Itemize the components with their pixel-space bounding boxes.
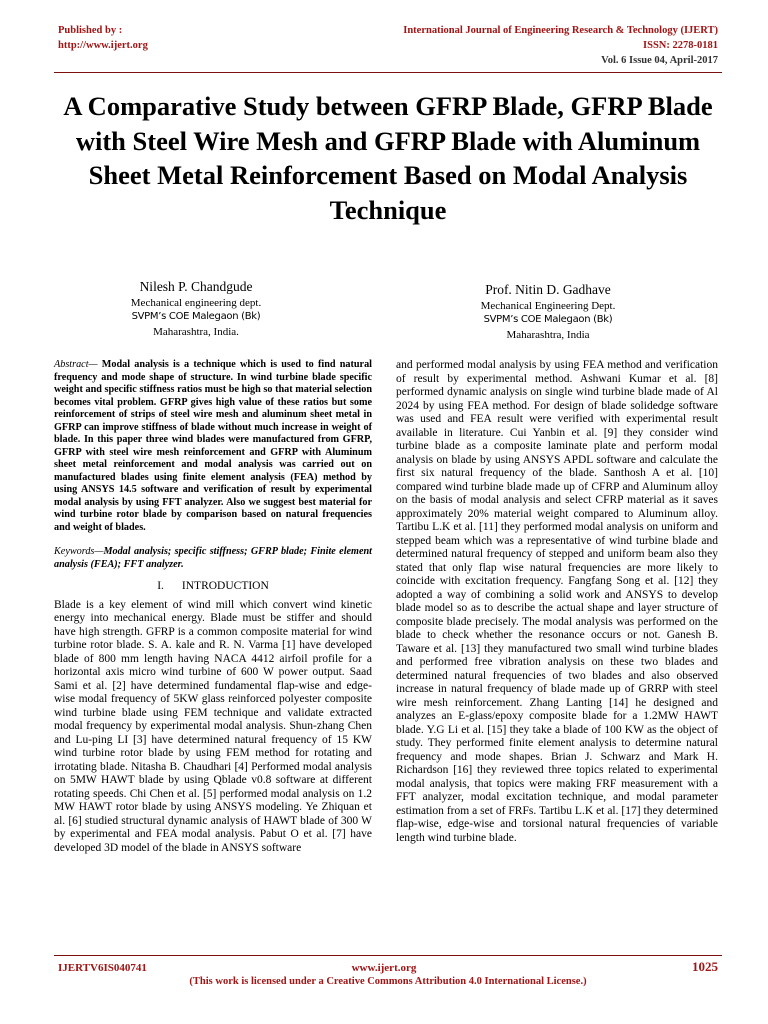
author-dept: Mechanical Engineering Dept. xyxy=(480,300,616,312)
header-left xyxy=(58,23,148,53)
author-block-1 xyxy=(66,278,326,339)
keywords xyxy=(54,546,372,571)
keywords-label: Keywords— xyxy=(54,546,104,557)
intro-paragraph-right: and performed modal analysis by using FEA method and verification of result by experimental method. Ashwani Kumar et al. [8] performed dynamic analysis on single wind turbine blade made of Al 2024 by using FEA method. For design of blade solidedge software was used and FEA result were verified with experimental result available in literature. Cui Yanbin et al. [9] they consider wind turbine blade as a composite laminate plate and perform modal analysis on blade by using ANSYS APDL software and calculate the first six natural frequency of the blade. Santhosh A et al. [10] compared wind turbine blade made up of CFRP and Aluminum alloy on the basis of modal analysis and select CFRP material as it saves approximately 20% material weight compared to Aluminum alloy. Tartibu L.K et al. [11] they performed modal analysis on uniform and stepped beam which was a representative of wind turbine blade and determined natural frequency of stepped and uniform beam also they stated that only flap wise natural frequencies are more likely to coincide with excitation frequency. Fangfang Song et al. [12] they adopted a way of combining a solid work and ANSYS to develop blade model so as to describe the actual shape and layer structure of composite blade precisely. The modal analysis was performed on the blade to check whether the resonance occurs or not. Ganesh B. Taware et al. [13] they manufactured two small wind turbine blades and performed free vibration analysis on these two blades and determined natural frequencies of two blades and also observed increase in natural frequency of blade made up of GRRP with steel wire mesh reinforcement. Zhang Lanting [14] he designed and analyzes an E-glass/epoxy composite blade for a 1.2MW HAWT blade. Y.G Li et al. [15] they take a blade of 100 KW as the object of study. They performed finite element analysis to determine natural frequency and mode shapes. Brian J. Schwarz and Mark H. Richardson [16] they reviewed three topics related to experimental modal analysis, that topics were making FRF measurement with a FFT analyzer, modal excitation technique, and modal parameter estimation from a set of FRFs. Tartibu L.K et al. [17] they determined flap-wise, edge-wise and torsional natural frequencies of variable length wind turbine blade. xyxy=(396,359,718,844)
footer-license: (This work is licensed under a Creative Commons Attribution 4.0 International License.) xyxy=(189,976,587,987)
author-institute: SVPM’s COE Malegaon (Bk) xyxy=(483,314,613,326)
footer-paper-id: IJERTV6IS040741 xyxy=(58,962,147,974)
footer-divider xyxy=(54,955,722,956)
author-block-2 xyxy=(418,281,678,342)
author-location: Maharashtra, India. xyxy=(153,325,239,338)
journal-volume: Vol. 6 Issue 04, April-2017 xyxy=(601,55,718,66)
publisher-label: Published by : xyxy=(58,25,123,36)
section-number: I. xyxy=(157,580,164,592)
abstract xyxy=(54,359,372,534)
author-name: Nilesh P. Chandgude xyxy=(139,279,253,294)
paper-title: A Comparative Study between GFRP Blade, GFRP Blade with Steel Wire Mesh and GFRP Blade with Aluminum Sheet Metal Reinforcement Based on Modal Analysis Technique xyxy=(63,91,713,225)
abstract-text: Modal analysis is a technique which is used to find natural frequency and mode shape of structure. In wind turbine blade specific weight and specific stiffness ratios must be high so that material selection becomes vital problem. GFRP gives high value of these ratios but some reinforcement of strips of steel wire mesh and aluminum sheet metal in GFRP can improve stiffness of blade without much increase in weight of blade. In this paper three wind blades were manufactured from GFRP, GFRP with steel wire mesh reinforcement and GFRP with Aluminum sheet metal reinforcement and modal analysis was carried out on manufactured blades using finite element analysis (FEA) method by using ANSYS 14.5 software and verification of result by experimental modal analysis by using FFT analyzer. Also we suggest best material for wind turbine rotor blade by comparison based on natural frequencies and weight of blades. xyxy=(54,359,372,533)
left-column xyxy=(54,359,372,855)
author-location: Maharashtra, India xyxy=(506,328,590,341)
journal-issn: ISSN: 2278-0181 xyxy=(643,40,718,51)
keywords-text: Modal analysis; specific stiffness; GFRP blade; Finite element analysis (FEA); FFT analyzer. xyxy=(54,546,372,570)
author-institute: SVPM’s COE Malegaon (Bk) xyxy=(131,311,261,323)
header-right xyxy=(403,23,718,68)
footer-website-link[interactable]: www.ijert.org xyxy=(351,962,417,974)
page-number: 1025 xyxy=(692,959,718,974)
abstract-label: Abstract— xyxy=(54,359,98,370)
section-title: INTRODUCTION xyxy=(181,580,269,592)
author-dept: Mechanical engineering dept. xyxy=(130,297,262,309)
header-divider xyxy=(54,72,722,73)
author-name: Prof. Nitin D. Gadhave xyxy=(485,282,611,297)
right-column xyxy=(396,359,718,845)
journal-name: International Journal of Engineering Research & Technology (IJERT) xyxy=(403,25,718,36)
section-heading xyxy=(54,580,372,594)
publisher-website-link[interactable]: http://www.ijert.org xyxy=(58,40,148,51)
intro-paragraph-left: Blade is a key element of wind mill which convert wind kinetic energy into mechanical energy. Blade must be stiffer and should have high strength. GFRP is a common composite material for wind turbine rotor blade. S. A. kale and R. N. Varma [1] have developed blade of 800 mm length having NACA 4412 airfoil profile for a horizontal axis micro wind turbine of 600 W power output. Saad Sami et al. [2] have determined fundamental flap-wise and edge-wise modal frequency of 5KW glass reinforced polyester composite wind turbine blade using FEM technique and validate extracted modal frequency by experimental modal analysis. Shun-zhang Chen and Lu-ping LI [3] have determined natural frequency of 15 KW wind turbine rotor blade by using FEM method for rotating and irrotating blade. Nitasha B. Chaudhari [4] Performed modal analysis on 5MW HAWT blade by using Qblade v0.8 software at different rotating speeds. Chi Chen et al. [5] performed modal analysis on 1.2 MW HAWT rotor blade by using ANSYS modeling. Ye Zhiquan et al. [6] studied structural dynamic analysis of HAWT blade of 300 W by experimental and FEA modal analysis. Pabut O et al. [7] have developed 3D model of the blade in ANSYS software xyxy=(54,598,372,854)
